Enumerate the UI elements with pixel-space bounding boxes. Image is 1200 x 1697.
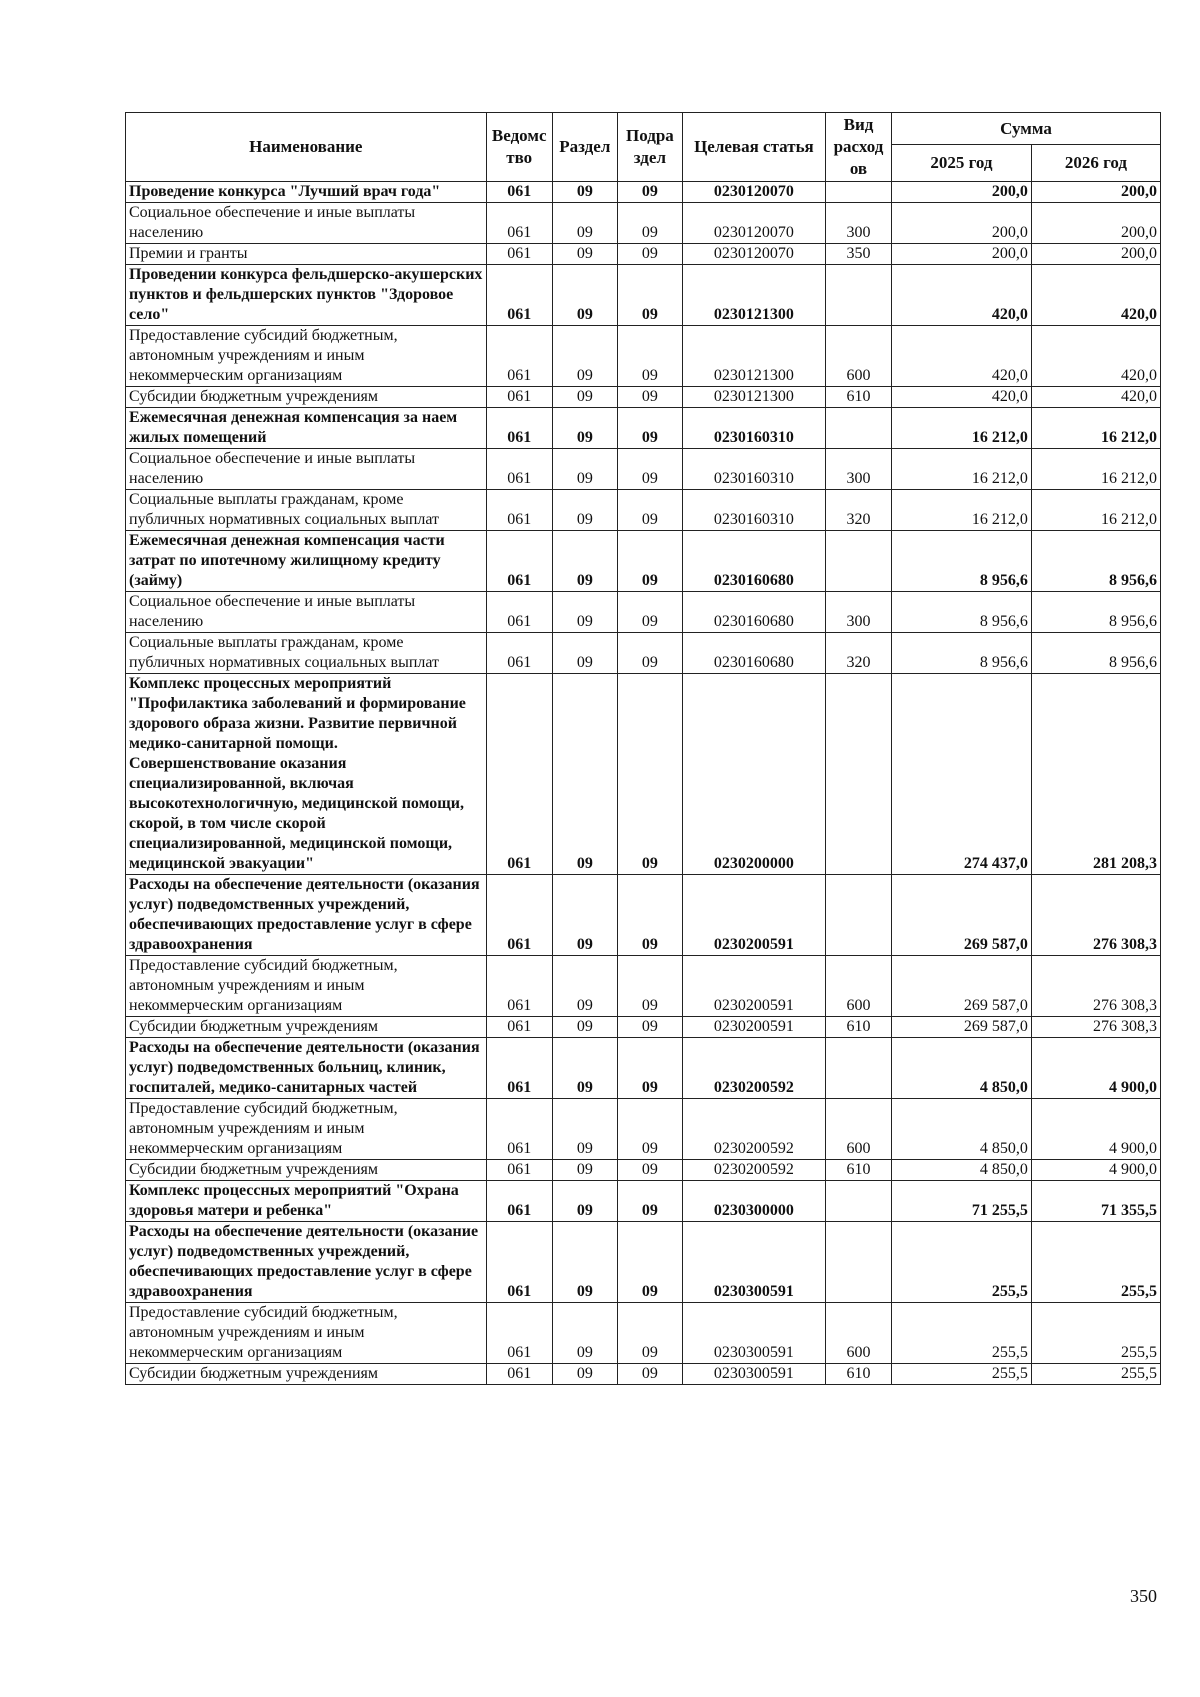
row-sum-2026: 200,0 — [1031, 244, 1160, 265]
row-vid-raskhodov — [825, 408, 891, 449]
row-vedomstvo: 061 — [486, 875, 552, 956]
row-vedomstvo: 061 — [486, 1303, 552, 1364]
row-celevaya-statya: 0230160310 — [682, 490, 825, 531]
row-podrazdel: 09 — [617, 1181, 682, 1222]
row-podrazdel: 09 — [617, 265, 682, 326]
row-vedomstvo: 061 — [486, 1364, 552, 1385]
row-celevaya-statya: 0230160680 — [682, 633, 825, 674]
row-sum-2025: 8 956,6 — [892, 592, 1032, 633]
row-razdel: 09 — [552, 449, 617, 490]
row-razdel: 09 — [552, 1303, 617, 1364]
row-podrazdel: 09 — [617, 408, 682, 449]
row-sum-2025: 274 437,0 — [892, 674, 1032, 875]
row-vedomstvo: 061 — [486, 244, 552, 265]
table-row — [126, 244, 1161, 265]
row-name: Расходы на обеспечение деятельности (оказания услуг) подведомственных учреждений, обеспечивающих предоставление услуг в сфере здравоохранения — [126, 875, 487, 956]
table-row — [126, 1222, 1161, 1303]
row-sum-2026: 16 212,0 — [1031, 449, 1160, 490]
row-sum-2025: 269 587,0 — [892, 956, 1032, 1017]
row-vid-raskhodov — [825, 531, 891, 592]
row-name: Социальное обеспечение и иные выплаты населению — [126, 449, 487, 490]
row-vid-raskhodov: 600 — [825, 1303, 891, 1364]
row-vid-raskhodov: 320 — [825, 633, 891, 674]
header-vid-raskhodov: Вид расход ов — [825, 113, 891, 182]
row-vid-raskhodov: 350 — [825, 244, 891, 265]
row-sum-2026: 4 900,0 — [1031, 1160, 1160, 1181]
table-row — [126, 1160, 1161, 1181]
row-sum-2026: 16 212,0 — [1031, 490, 1160, 531]
row-sum-2026: 200,0 — [1031, 203, 1160, 244]
row-name: Социальное обеспечение и иные выплаты населению — [126, 592, 487, 633]
table-row — [126, 956, 1161, 1017]
row-podrazdel: 09 — [617, 531, 682, 592]
row-podrazdel: 09 — [617, 182, 682, 203]
row-sum-2026: 4 900,0 — [1031, 1099, 1160, 1160]
row-celevaya-statya: 0230121300 — [682, 326, 825, 387]
table-row — [126, 408, 1161, 449]
row-vid-raskhodov — [825, 1038, 891, 1099]
row-celevaya-statya: 0230160680 — [682, 531, 825, 592]
row-name: Ежемесячная денежная компенсация части затрат по ипотечному жилищному кредиту (займу) — [126, 531, 487, 592]
row-vedomstvo: 061 — [486, 956, 552, 1017]
table-row — [126, 1364, 1161, 1385]
header-name: Наименование — [126, 113, 487, 182]
row-name: Комплекс процессных мероприятий "Охрана здоровья матери и ребенка" — [126, 1181, 487, 1222]
row-celevaya-statya: 0230160310 — [682, 449, 825, 490]
row-sum-2026: 281 208,3 — [1031, 674, 1160, 875]
row-razdel: 09 — [552, 326, 617, 387]
row-vedomstvo: 061 — [486, 1038, 552, 1099]
row-celevaya-statya: 0230160310 — [682, 408, 825, 449]
table-row — [126, 1181, 1161, 1222]
row-podrazdel: 09 — [617, 1160, 682, 1181]
row-razdel: 09 — [552, 203, 617, 244]
row-vid-raskhodov — [825, 875, 891, 956]
row-razdel: 09 — [552, 1181, 617, 1222]
header-year-2026: 2026 год — [1031, 145, 1160, 182]
row-sum-2025: 4 850,0 — [892, 1099, 1032, 1160]
row-celevaya-statya: 0230200592 — [682, 1099, 825, 1160]
row-vedomstvo: 061 — [486, 490, 552, 531]
table-row — [126, 182, 1161, 203]
row-podrazdel: 09 — [617, 1017, 682, 1038]
row-razdel: 09 — [552, 592, 617, 633]
row-celevaya-statya: 0230121300 — [682, 265, 825, 326]
row-vid-raskhodov: 300 — [825, 449, 891, 490]
table-row — [126, 592, 1161, 633]
row-podrazdel: 09 — [617, 203, 682, 244]
row-sum-2025: 420,0 — [892, 265, 1032, 326]
row-sum-2025: 420,0 — [892, 326, 1032, 387]
row-sum-2026: 255,5 — [1031, 1303, 1160, 1364]
row-sum-2025: 255,5 — [892, 1222, 1032, 1303]
row-vedomstvo: 061 — [486, 265, 552, 326]
row-sum-2025: 71 255,5 — [892, 1181, 1032, 1222]
row-sum-2026: 8 956,6 — [1031, 633, 1160, 674]
row-razdel: 09 — [552, 1038, 617, 1099]
row-razdel: 09 — [552, 674, 617, 875]
table-row — [126, 1017, 1161, 1038]
header-summa: Сумма — [892, 113, 1161, 145]
table-row — [126, 633, 1161, 674]
row-podrazdel: 09 — [617, 490, 682, 531]
row-vid-raskhodov — [825, 265, 891, 326]
row-celevaya-statya: 0230200591 — [682, 875, 825, 956]
row-vedomstvo: 061 — [486, 592, 552, 633]
row-name: Субсидии бюджетным учреждениям — [126, 1017, 487, 1038]
row-razdel: 09 — [552, 531, 617, 592]
row-sum-2026: 420,0 — [1031, 387, 1160, 408]
row-celevaya-statya: 0230120070 — [682, 244, 825, 265]
row-vedomstvo: 061 — [486, 326, 552, 387]
row-vid-raskhodov: 320 — [825, 490, 891, 531]
row-razdel: 09 — [552, 1364, 617, 1385]
row-sum-2025: 16 212,0 — [892, 449, 1032, 490]
table-row — [126, 387, 1161, 408]
row-razdel: 09 — [552, 633, 617, 674]
row-sum-2025: 16 212,0 — [892, 490, 1032, 531]
row-sum-2025: 4 850,0 — [892, 1038, 1032, 1099]
row-celevaya-statya: 0230300591 — [682, 1303, 825, 1364]
row-podrazdel: 09 — [617, 326, 682, 387]
row-vid-raskhodov: 300 — [825, 203, 891, 244]
table-row — [126, 265, 1161, 326]
row-vid-raskhodov — [825, 1222, 891, 1303]
row-sum-2026: 8 956,6 — [1031, 531, 1160, 592]
row-razdel: 09 — [552, 875, 617, 956]
row-name: Предоставление субсидий бюджетным, автономным учреждениям и иным некоммерческим организациям — [126, 326, 487, 387]
table-row — [126, 449, 1161, 490]
row-podrazdel: 09 — [617, 633, 682, 674]
row-razdel: 09 — [552, 387, 617, 408]
table-row — [126, 203, 1161, 244]
row-vedomstvo: 061 — [486, 1222, 552, 1303]
row-podrazdel: 09 — [617, 1222, 682, 1303]
row-sum-2026: 276 308,3 — [1031, 956, 1160, 1017]
row-vid-raskhodov: 610 — [825, 387, 891, 408]
row-sum-2025: 420,0 — [892, 387, 1032, 408]
row-razdel: 09 — [552, 244, 617, 265]
row-celevaya-statya: 0230121300 — [682, 387, 825, 408]
row-vedomstvo: 061 — [486, 531, 552, 592]
row-razdel: 09 — [552, 182, 617, 203]
row-name: Социальные выплаты гражданам, кроме публичных нормативных социальных выплат — [126, 633, 487, 674]
header-year-2025: 2025 год — [892, 145, 1032, 182]
row-vedomstvo: 061 — [486, 449, 552, 490]
row-name: Комплекс процессных мероприятий "Профилактика заболеваний и формирование здорового образа жизни. Развитие первичной медико-санитарной помощи. Совершенствование оказания специализированной, включая высокотехнологичную, медицинской помощи, скорой, в том числе скорой специализированной, медицинской помощи, медицинской эвакуации" — [126, 674, 487, 875]
row-sum-2026: 276 308,3 — [1031, 875, 1160, 956]
row-sum-2025: 269 587,0 — [892, 1017, 1032, 1038]
row-name: Социальное обеспечение и иные выплаты населению — [126, 203, 487, 244]
row-celevaya-statya: 0230120070 — [682, 182, 825, 203]
row-podrazdel: 09 — [617, 1038, 682, 1099]
row-vedomstvo: 061 — [486, 387, 552, 408]
row-celevaya-statya: 0230300591 — [682, 1222, 825, 1303]
row-vedomstvo: 061 — [486, 1017, 552, 1038]
row-sum-2026: 420,0 — [1031, 265, 1160, 326]
row-name: Премии и гранты — [126, 244, 487, 265]
row-celevaya-statya: 0230300591 — [682, 1364, 825, 1385]
row-vid-raskhodov: 610 — [825, 1364, 891, 1385]
row-podrazdel: 09 — [617, 1303, 682, 1364]
table-row — [126, 1038, 1161, 1099]
row-podrazdel: 09 — [617, 1099, 682, 1160]
row-name: Предоставление субсидий бюджетным, автономным учреждениям и иным некоммерческим организациям — [126, 956, 487, 1017]
row-vedomstvo: 061 — [486, 203, 552, 244]
page-number: 350 — [1130, 1586, 1157, 1606]
row-podrazdel: 09 — [617, 875, 682, 956]
table-row — [126, 1303, 1161, 1364]
row-vedomstvo: 061 — [486, 1099, 552, 1160]
row-vedomstvo: 061 — [486, 1181, 552, 1222]
row-vid-raskhodov — [825, 1181, 891, 1222]
row-name: Предоставление субсидий бюджетным, автономным учреждениям и иным некоммерческим организациям — [126, 1303, 487, 1364]
header-podrazdel: Подра здел — [617, 113, 682, 182]
row-vedomstvo: 061 — [486, 633, 552, 674]
row-name: Субсидии бюджетным учреждениям — [126, 387, 487, 408]
row-sum-2026: 71 355,5 — [1031, 1181, 1160, 1222]
row-vid-raskhodov: 610 — [825, 1017, 891, 1038]
row-sum-2026: 276 308,3 — [1031, 1017, 1160, 1038]
row-podrazdel: 09 — [617, 1364, 682, 1385]
table-row — [126, 531, 1161, 592]
row-sum-2025: 200,0 — [892, 182, 1032, 203]
row-sum-2026: 200,0 — [1031, 182, 1160, 203]
table-row — [126, 326, 1161, 387]
row-vedomstvo: 061 — [486, 408, 552, 449]
row-sum-2026: 8 956,6 — [1031, 592, 1160, 633]
row-razdel: 09 — [552, 408, 617, 449]
row-sum-2025: 200,0 — [892, 203, 1032, 244]
row-sum-2025: 8 956,6 — [892, 633, 1032, 674]
row-sum-2025: 255,5 — [892, 1364, 1032, 1385]
row-name: Расходы на обеспечение деятельности (оказания услуг) подведомственных больниц, клиник, госпиталей, медико-санитарных частей — [126, 1038, 487, 1099]
row-vedomstvo: 061 — [486, 182, 552, 203]
row-vid-raskhodov: 300 — [825, 592, 891, 633]
row-vid-raskhodov — [825, 182, 891, 203]
row-name: Ежемесячная денежная компенсация за наем жилых помещений — [126, 408, 487, 449]
row-vid-raskhodov: 600 — [825, 1099, 891, 1160]
row-celevaya-statya: 0230200591 — [682, 1017, 825, 1038]
row-vid-raskhodov: 600 — [825, 326, 891, 387]
row-vedomstvo: 061 — [486, 674, 552, 875]
row-sum-2026: 4 900,0 — [1031, 1038, 1160, 1099]
row-podrazdel: 09 — [617, 244, 682, 265]
row-celevaya-statya: 0230160680 — [682, 592, 825, 633]
row-razdel: 09 — [552, 956, 617, 1017]
row-sum-2025: 200,0 — [892, 244, 1032, 265]
row-podrazdel: 09 — [617, 674, 682, 875]
table-row — [126, 490, 1161, 531]
row-celevaya-statya: 0230300000 — [682, 1181, 825, 1222]
row-name: Субсидии бюджетным учреждениям — [126, 1364, 487, 1385]
row-razdel: 09 — [552, 265, 617, 326]
table-row — [126, 875, 1161, 956]
row-razdel: 09 — [552, 490, 617, 531]
row-sum-2026: 16 212,0 — [1031, 408, 1160, 449]
row-sum-2025: 4 850,0 — [892, 1160, 1032, 1181]
row-name: Социальные выплаты гражданам, кроме публичных нормативных социальных выплат — [126, 490, 487, 531]
row-razdel: 09 — [552, 1222, 617, 1303]
row-razdel: 09 — [552, 1160, 617, 1181]
table-row — [126, 674, 1161, 875]
budget-table — [125, 112, 1161, 1385]
row-name: Предоставление субсидий бюджетным, автономным учреждениям и иным некоммерческим организациям — [126, 1099, 487, 1160]
row-name: Проведении конкурса фельдшерско-акушерских пунктов и фельдшерских пунктов "Здоровое село" — [126, 265, 487, 326]
row-sum-2026: 420,0 — [1031, 326, 1160, 387]
row-name: Проведение конкурса "Лучший врач года" — [126, 182, 487, 203]
row-sum-2025: 16 212,0 — [892, 408, 1032, 449]
row-celevaya-statya: 0230200591 — [682, 956, 825, 1017]
row-celevaya-statya: 0230120070 — [682, 203, 825, 244]
row-celevaya-statya: 0230200592 — [682, 1038, 825, 1099]
row-vedomstvo: 061 — [486, 1160, 552, 1181]
table-body — [126, 182, 1161, 1385]
row-podrazdel: 09 — [617, 956, 682, 1017]
row-razdel: 09 — [552, 1099, 617, 1160]
header-razdel: Раздел — [552, 113, 617, 182]
row-vid-raskhodov — [825, 674, 891, 875]
row-name: Субсидии бюджетным учреждениям — [126, 1160, 487, 1181]
row-podrazdel: 09 — [617, 592, 682, 633]
row-vid-raskhodov: 600 — [825, 956, 891, 1017]
row-celevaya-statya: 0230200592 — [682, 1160, 825, 1181]
row-podrazdel: 09 — [617, 387, 682, 408]
row-sum-2026: 255,5 — [1031, 1364, 1160, 1385]
header-vedomstvo: Ведомс тво — [486, 113, 552, 182]
row-sum-2025: 8 956,6 — [892, 531, 1032, 592]
row-sum-2025: 255,5 — [892, 1303, 1032, 1364]
row-sum-2026: 255,5 — [1031, 1222, 1160, 1303]
budget-table-sheet — [125, 112, 1161, 1385]
row-vid-raskhodov: 610 — [825, 1160, 891, 1181]
row-sum-2025: 269 587,0 — [892, 875, 1032, 956]
row-podrazdel: 09 — [617, 449, 682, 490]
row-name: Расходы на обеспечение деятельности (оказание услуг) подведомственных учреждений, обеспечивающих предоставление услуг в сфере здравоохранения — [126, 1222, 487, 1303]
row-celevaya-statya: 0230200000 — [682, 674, 825, 875]
header-celevaya-statya: Целевая статья — [682, 113, 825, 182]
table-row — [126, 1099, 1161, 1160]
row-razdel: 09 — [552, 1017, 617, 1038]
